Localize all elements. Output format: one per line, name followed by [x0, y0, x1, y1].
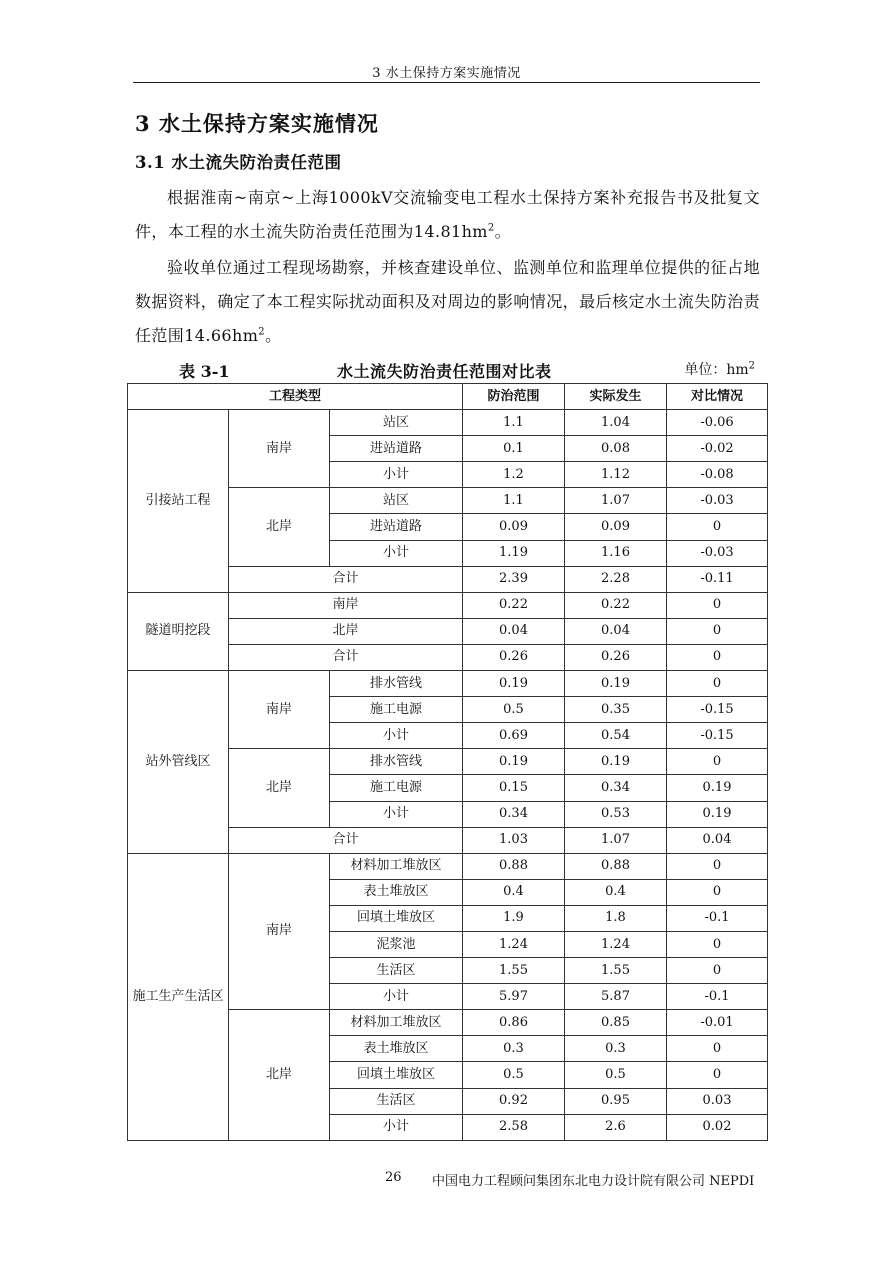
actual-value: 0.85: [565, 1010, 667, 1036]
diff-value: 0.04: [667, 827, 768, 853]
table-caption: [127, 359, 767, 385]
item-label: 小计: [330, 462, 463, 488]
plan-value: 1.1: [463, 410, 565, 436]
diff-value: 0.19: [667, 801, 768, 827]
item-label: 小计: [330, 984, 463, 1010]
diff-value: -0.1: [667, 984, 768, 1010]
item-label: 施工电源: [330, 775, 463, 801]
bank-label: 南岸: [229, 671, 330, 749]
plan-value: 0.1: [463, 436, 565, 462]
actual-value: 1.12: [565, 462, 667, 488]
diff-value: 0: [667, 853, 768, 879]
page-number: 26: [385, 1170, 402, 1185]
plan-value: 1.24: [463, 931, 565, 957]
diff-value: -0.15: [667, 723, 768, 749]
item-label: 北岸: [229, 618, 463, 644]
item-label: 南岸: [229, 592, 463, 618]
total-label: 合计: [229, 644, 463, 670]
table-row: [128, 592, 768, 618]
diff-value: -0.03: [667, 488, 768, 514]
table-row: [128, 671, 768, 697]
subsection-title: 3.1 水土流失防治责任范围: [135, 153, 342, 172]
item-label: 表土堆放区: [330, 1036, 463, 1062]
actual-value: 0.88: [565, 853, 667, 879]
plan-value: 1.1: [463, 488, 565, 514]
plan-value: 0.69: [463, 723, 565, 749]
running-header: 3 水土保持方案实施情况: [372, 66, 521, 81]
actual-value: 5.87: [565, 984, 667, 1010]
item-label: 小计: [330, 723, 463, 749]
diff-value: 0: [667, 671, 768, 697]
actual-value: 1.07: [565, 827, 667, 853]
diff-value: 0: [667, 644, 768, 670]
section-title: 3 水土保持方案实施情况: [135, 111, 379, 136]
actual-value: 0.5: [565, 1062, 667, 1088]
item-label: 进站道路: [330, 436, 463, 462]
actual-value: 0.08: [565, 436, 667, 462]
plan-value: 0.22: [463, 592, 565, 618]
diff-value: 0: [667, 618, 768, 644]
bank-label: 南岸: [229, 853, 330, 1010]
table-number: 表 3-1: [179, 362, 230, 381]
actual-value: 0.95: [565, 1088, 667, 1114]
plan-value: 2.39: [463, 566, 565, 592]
paragraph-1: [135, 181, 760, 249]
total-label: 合计: [229, 827, 463, 853]
bank-label: 北岸: [229, 749, 330, 827]
item-label: 进站道路: [330, 514, 463, 540]
bank-label: 南岸: [229, 410, 330, 488]
actual-value: 1.55: [565, 958, 667, 984]
actual-value: 0.35: [565, 697, 667, 723]
diff-value: 0.03: [667, 1088, 768, 1114]
plan-value: 1.2: [463, 462, 565, 488]
table-row: [128, 853, 768, 879]
diff-value: -0.11: [667, 566, 768, 592]
plan-value: 1.55: [463, 958, 565, 984]
actual-value: 0.09: [565, 514, 667, 540]
diff-value: -0.06: [667, 410, 768, 436]
item-label: 回填土堆放区: [330, 1062, 463, 1088]
actual-value: 0.04: [565, 618, 667, 644]
diff-value: -0.02: [667, 436, 768, 462]
header-type: 工程类型: [128, 384, 463, 410]
group-name: 隧道明挖段: [128, 592, 229, 670]
item-label: 小计: [330, 1114, 463, 1140]
item-label: 泥浆池: [330, 931, 463, 957]
actual-value: 2.6: [565, 1114, 667, 1140]
actual-value: 1.8: [565, 905, 667, 931]
header-plan: 防治范围: [463, 384, 565, 410]
diff-value: 0.02: [667, 1114, 768, 1140]
plan-value: 0.5: [463, 697, 565, 723]
plan-value: 5.97: [463, 984, 565, 1010]
total-label: 合计: [229, 566, 463, 592]
diff-value: 0: [667, 958, 768, 984]
actual-value: 1.04: [565, 410, 667, 436]
item-label: 材料加工堆放区: [330, 1010, 463, 1036]
plan-value: 0.88: [463, 853, 565, 879]
item-label: 排水管线: [330, 749, 463, 775]
table-unit-sup: 2: [748, 360, 755, 372]
header-rule: [133, 82, 760, 83]
item-label: 站区: [330, 410, 463, 436]
diff-value: -0.08: [667, 462, 768, 488]
group-name: 引接站工程: [128, 410, 229, 593]
item-label: 小计: [330, 801, 463, 827]
item-label: 表土堆放区: [330, 879, 463, 905]
plan-value: 0.19: [463, 671, 565, 697]
plan-value: 0.15: [463, 775, 565, 801]
plan-value: 0.34: [463, 801, 565, 827]
diff-value: 0: [667, 592, 768, 618]
diff-value: 0: [667, 1062, 768, 1088]
item-label: 材料加工堆放区: [330, 853, 463, 879]
bank-label: 北岸: [229, 1010, 330, 1140]
plan-value: 0.92: [463, 1088, 565, 1114]
group-name: 站外管线区: [128, 671, 229, 854]
actual-value: 1.07: [565, 488, 667, 514]
item-label: 站区: [330, 488, 463, 514]
table-title: 水土流失防治责任范围对比表: [337, 362, 552, 381]
plan-value: 2.58: [463, 1114, 565, 1140]
diff-value: -0.15: [667, 697, 768, 723]
diff-value: -0.01: [667, 1010, 768, 1036]
table-header-row: [128, 384, 768, 410]
table-row: [128, 410, 768, 436]
plan-value: 0.86: [463, 1010, 565, 1036]
actual-value: 0.54: [565, 723, 667, 749]
diff-value: 0: [667, 1036, 768, 1062]
footer-organization: 中国电力工程顾问集团东北电力设计院有限公司 NEPDI: [432, 1174, 755, 1189]
table-unit-text: 单位：hm: [684, 362, 749, 378]
plan-value: 0.19: [463, 749, 565, 775]
paragraph-2: [135, 251, 760, 353]
plan-value: 0.3: [463, 1036, 565, 1062]
actual-value: 0.19: [565, 671, 667, 697]
item-label: 回填土堆放区: [330, 905, 463, 931]
plan-value: 0.04: [463, 618, 565, 644]
plan-value: 0.26: [463, 644, 565, 670]
group-name: 施工生产生活区: [128, 853, 229, 1140]
item-label: 生活区: [330, 1088, 463, 1114]
paragraph-2-end: 。: [265, 326, 282, 345]
actual-value: 1.24: [565, 931, 667, 957]
actual-value: 0.26: [565, 644, 667, 670]
header-actual: 实际发生: [565, 384, 667, 410]
paragraph-1-text: 根据淮南~南京~上海1000kV交流输变电工程水土保持方案补充报告书及批复文件，本工程的水土流失防治责任范围为14.81hm: [135, 188, 760, 241]
plan-value: 0.4: [463, 879, 565, 905]
actual-value: 0.3: [565, 1036, 667, 1062]
item-label: 排水管线: [330, 671, 463, 697]
diff-value: 0: [667, 879, 768, 905]
header-diff: 对比情况: [667, 384, 768, 410]
plan-value: 1.19: [463, 540, 565, 566]
diff-value: 0.19: [667, 775, 768, 801]
actual-value: 0.19: [565, 749, 667, 775]
plan-value: 0.5: [463, 1062, 565, 1088]
actual-value: 0.34: [565, 775, 667, 801]
actual-value: 0.22: [565, 592, 667, 618]
item-label: 生活区: [330, 958, 463, 984]
plan-value: 0.09: [463, 514, 565, 540]
diff-value: 0: [667, 749, 768, 775]
paragraph-1-sup: 2: [487, 222, 495, 234]
item-label: 小计: [330, 540, 463, 566]
paragraph-2-text: 验收单位通过工程现场勘察，并核查建设单位、监测单位和监理单位提供的征占地数据资料，确定了本工程实际扰动面积及对周边的影响情况，最后核定水土流失防治责任范围14.66hm: [135, 258, 760, 345]
plan-value: 1.9: [463, 905, 565, 931]
actual-value: 0.53: [565, 801, 667, 827]
bank-label: 北岸: [229, 488, 330, 566]
table-unit: [684, 359, 755, 379]
diff-value: 0: [667, 931, 768, 957]
paragraph-1-end: 。: [494, 222, 512, 241]
paragraph-2-sup: 2: [258, 326, 266, 338]
diff-value: -0.1: [667, 905, 768, 931]
item-label: 施工电源: [330, 697, 463, 723]
responsibility-scope-table: [127, 383, 768, 1141]
actual-value: 2.28: [565, 566, 667, 592]
plan-value: 1.03: [463, 827, 565, 853]
diff-value: -0.03: [667, 540, 768, 566]
diff-value: 0: [667, 514, 768, 540]
actual-value: 1.16: [565, 540, 667, 566]
actual-value: 0.4: [565, 879, 667, 905]
